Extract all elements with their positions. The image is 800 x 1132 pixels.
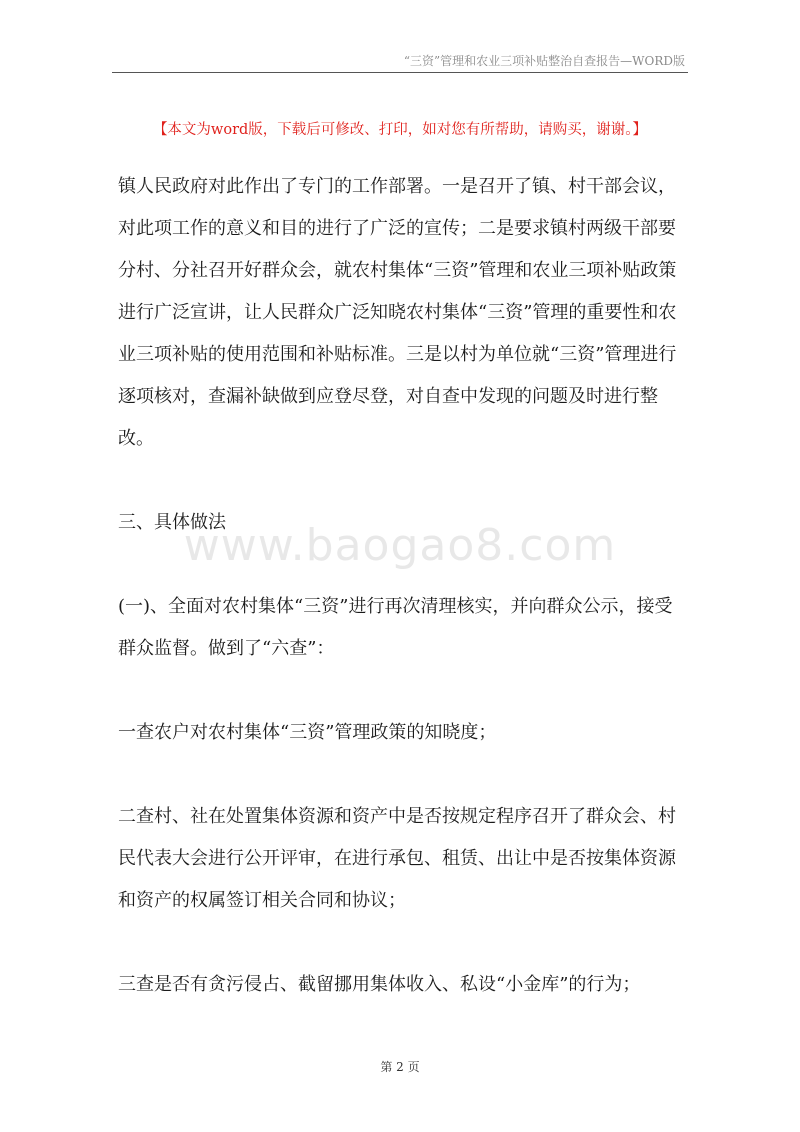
- running-header: “三资”管理和农业三项补贴整治自查报告—WORD版: [403, 54, 685, 68]
- page-number: 第 2 页: [380, 1060, 420, 1074]
- document-body: [118, 166, 684, 1006]
- paragraph-check-1: 一查农户对农村集体“三资”管理政策的知晓度；: [118, 722, 497, 743]
- paragraph-spacer: [118, 670, 684, 712]
- paragraph-check-3: 三查是否有贪污侵占、截留挪用集体收入、私设“小金库”的行为；: [118, 974, 641, 995]
- paragraph-subsection: (一)、全面对农村集体“三资”进行再次清理核实，并向群众公示，接受群众监督。做到了“六查”：: [118, 596, 673, 659]
- watermark: www.baogao8.com: [183, 520, 617, 571]
- paragraph-spacer: [118, 460, 684, 502]
- download-notice: 【本文为word版，下载后可修改、打印，如对您有所帮助，请购买，谢谢。】: [152, 122, 648, 138]
- paragraph-spacer: [118, 544, 684, 586]
- header-divider: [112, 72, 688, 73]
- section-heading: 三、具体做法: [118, 512, 226, 533]
- paragraph-intro: 镇人民政府对此作出了专门的工作部署。一是召开了镇、村干部会议，对此项工作的意义和目的进行了广泛的宣传；二是要求镇村两级干部要分村、分社召开好群众会，就农村集体“三资”管理和农业三项补贴政策进行广泛宣讲，让人民群众广泛知晓农村集体“三资”管理的重要性和农业三项补贴的使用范围和补贴标准。三是以村为单位就“三资”管理进行逐项核对，查漏补缺做到应登尽登，对自查中发现的问题及时进行整改。: [118, 176, 677, 449]
- paragraph-check-2: 二查村、社在处置集体资源和资产中是否按规定程序召开了群众会、村民代表大会进行公开评审，在进行承包、租赁、出让中是否按集体资源和资产的权属签订相关合同和协议；: [118, 806, 676, 911]
- paragraph-spacer: [118, 922, 684, 964]
- paragraph-spacer: [118, 754, 684, 796]
